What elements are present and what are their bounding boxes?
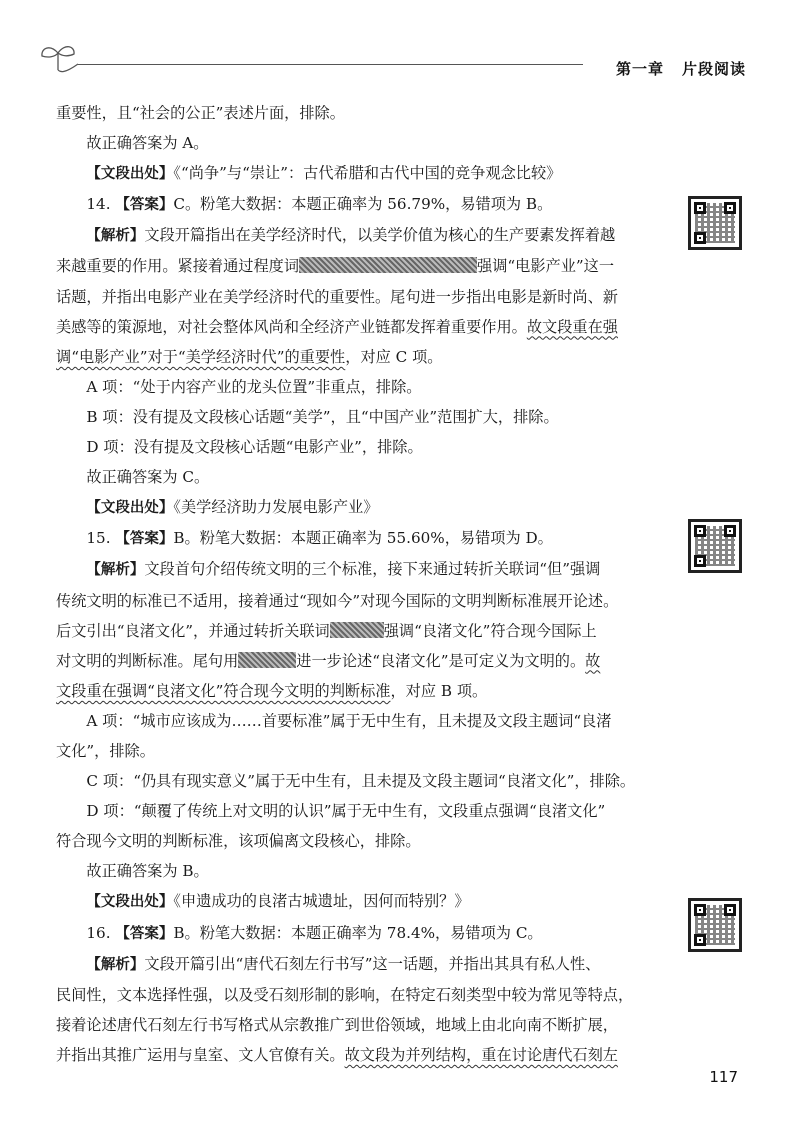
analysis-text: 文段开篇指出在美学经济时代，以美学价值为核心的生产要素发挥着越 — [144, 226, 616, 245]
analysis-line — [56, 949, 671, 980]
analysis-label: 【解析】 — [86, 562, 145, 579]
analysis-text: 美感等的策源地，对社会整体风尚和全经济产业链都发挥着重要作用。 — [56, 317, 527, 336]
source-line — [56, 492, 671, 523]
final-answer: 故正确答案为 C。 — [86, 468, 210, 487]
analysis-line: 接着论述唐代石刻左行书写格式从宗教推广到世俗领域，地域上由北向南不断扩展， — [56, 1015, 618, 1034]
header-rule — [78, 64, 583, 65]
analysis-text: 强调“良渚文化”符合现今国际上 — [383, 621, 597, 640]
option-b: B 项：没有提及文段核心话题“美学”，且“中国产业”范围扩大，排除。 — [86, 407, 559, 426]
answer-label: 【答案】 — [115, 925, 174, 942]
key-conclusion: 调“电影产业”对于“美学经济时代”的重要性 — [56, 347, 346, 366]
analysis-text: 对文明的判断标准。尾句用 — [56, 651, 239, 670]
question-number: 15. — [86, 529, 116, 548]
answer-text: B。粉笔大数据：本题正确率为 78.4%，易错项为 C。 — [173, 923, 543, 942]
final-answer: 故正确答案为 B。 — [86, 862, 209, 881]
answer-text: B。粉笔大数据：本题正确率为 55.60%，易错项为 D。 — [173, 529, 553, 548]
key-conclusion: 故文段重在强 — [526, 317, 618, 336]
answer-label: 【答案】 — [115, 197, 174, 214]
answer-line-q14 — [56, 189, 671, 220]
option-d: D 项：没有提及文段核心话题“电影产业”，排除。 — [86, 438, 423, 457]
obscured-text — [238, 652, 296, 668]
key-conclusion: 文段重在强调“良渚文化”符合现今文明的判断标准 — [56, 681, 391, 700]
option-a: A 项：“城市应该成为……首要标准”属于无中生有，且未提及文段主题词“良渚 — [86, 711, 612, 730]
answer-line-q16 — [56, 918, 671, 949]
answer-text: C。粉笔大数据：本题正确率为 56.79%，易错项为 B。 — [173, 195, 553, 214]
analysis-line — [56, 554, 671, 585]
analysis-label: 【解析】 — [86, 956, 145, 973]
analysis-text: 来越重要的作用。紧接着通过程度词 — [56, 257, 299, 276]
analysis-line — [56, 342, 671, 372]
source-label: 【文段出处】 — [86, 894, 174, 911]
qr-code-icon[interactable] — [688, 196, 742, 250]
option-a-cont: 文化”，排除。 — [56, 741, 155, 760]
analysis-text: ，对应 C 项。 — [345, 347, 443, 366]
analysis-line — [56, 1040, 671, 1070]
key-conclusion: 故文段为并列结构，重在讨论唐代石刻左 — [344, 1045, 618, 1064]
analysis-line — [56, 220, 671, 251]
analysis-line — [56, 312, 671, 342]
final-answer: 故正确答案为 A。 — [86, 134, 209, 153]
sprout-icon — [38, 40, 78, 76]
header-title — [616, 58, 746, 79]
qr-code-icon[interactable] — [688, 519, 742, 573]
analysis-line — [56, 251, 671, 281]
option-a: A 项：“处于内容产业的龙头位置”非重点，排除。 — [86, 377, 422, 396]
source-label: 【文段出处】 — [86, 166, 174, 183]
page-body — [56, 98, 671, 1070]
question-number: 16. — [86, 923, 116, 942]
analysis-line: 传统文明的标准已不适用，接着通过“现如今”对现今国际的文明判断标准展开论述。 — [56, 591, 619, 610]
source-title: 《申遗成功的良渚古城遗址，因何而特别？》 — [173, 892, 470, 911]
chapter-label: 第一章 — [615, 60, 664, 78]
analysis-text: 强调“电影产业”这一 — [477, 257, 615, 276]
text-line: 重要性，且“社会的公正”表述片面，排除。 — [56, 104, 345, 122]
analysis-text: 并指出其推广运用与皇室、文人官僚有关。 — [56, 1045, 345, 1064]
source-label: 【文段出处】 — [86, 500, 174, 517]
obscured-text — [330, 622, 384, 638]
analysis-text: 进一步论述“良渚文化”是可定义为文明的。 — [296, 651, 586, 670]
analysis-label: 【解析】 — [86, 228, 145, 245]
analysis-line — [56, 676, 671, 706]
analysis-text: 文段首句介绍传统文明的三个标准，接下来通过转折关联词“但”强调 — [144, 560, 601, 579]
analysis-line — [56, 616, 671, 646]
source-title: 《美学经济助力发展电影产业》 — [173, 498, 379, 517]
analysis-text: 后文引出“良渚文化”，并通过转折关联词 — [56, 621, 330, 640]
page-number: 117 — [709, 1068, 738, 1086]
section-label: 片段阅读 — [681, 60, 746, 78]
source-line — [56, 886, 671, 917]
analysis-line: 民间性，文本选择性强，以及受石刻形制的影响，在特定石刻类型中较为常见等特点， — [56, 985, 634, 1004]
answer-label: 【答案】 — [115, 531, 174, 548]
answer-line-q15 — [56, 523, 671, 554]
key-conclusion: 故 — [585, 651, 601, 670]
qr-code-icon[interactable] — [688, 898, 742, 952]
page-header — [38, 40, 758, 84]
question-number: 14. — [86, 195, 116, 214]
analysis-text: ，对应 B 项。 — [390, 681, 488, 700]
analysis-line: 话题，并指出电影产业在美学经济时代的重要性。尾句进一步指出电影是新时尚、新 — [56, 287, 618, 306]
option-d: D 项：“颠覆了传统上对文明的认识”属于无中生有，文段重点强调“良渚文化” — [86, 802, 606, 821]
obscured-text — [299, 257, 477, 273]
analysis-text: 文段开篇引出“唐代石刻左行书写”这一话题，并指出其具有私人性、 — [144, 954, 601, 973]
option-d-cont: 符合现今文明的判断标准，该项偏离文段核心，排除。 — [56, 832, 421, 851]
source-line — [56, 158, 671, 189]
analysis-line — [56, 646, 671, 676]
source-title: 《“尚争”与“崇让”：古代希腊和古代中国的竞争观念比较》 — [173, 164, 562, 183]
option-c: C 项：“仍具有现实意义”属于无中生有，且未提及文段主题词“良渚文化”，排除。 — [86, 772, 636, 791]
